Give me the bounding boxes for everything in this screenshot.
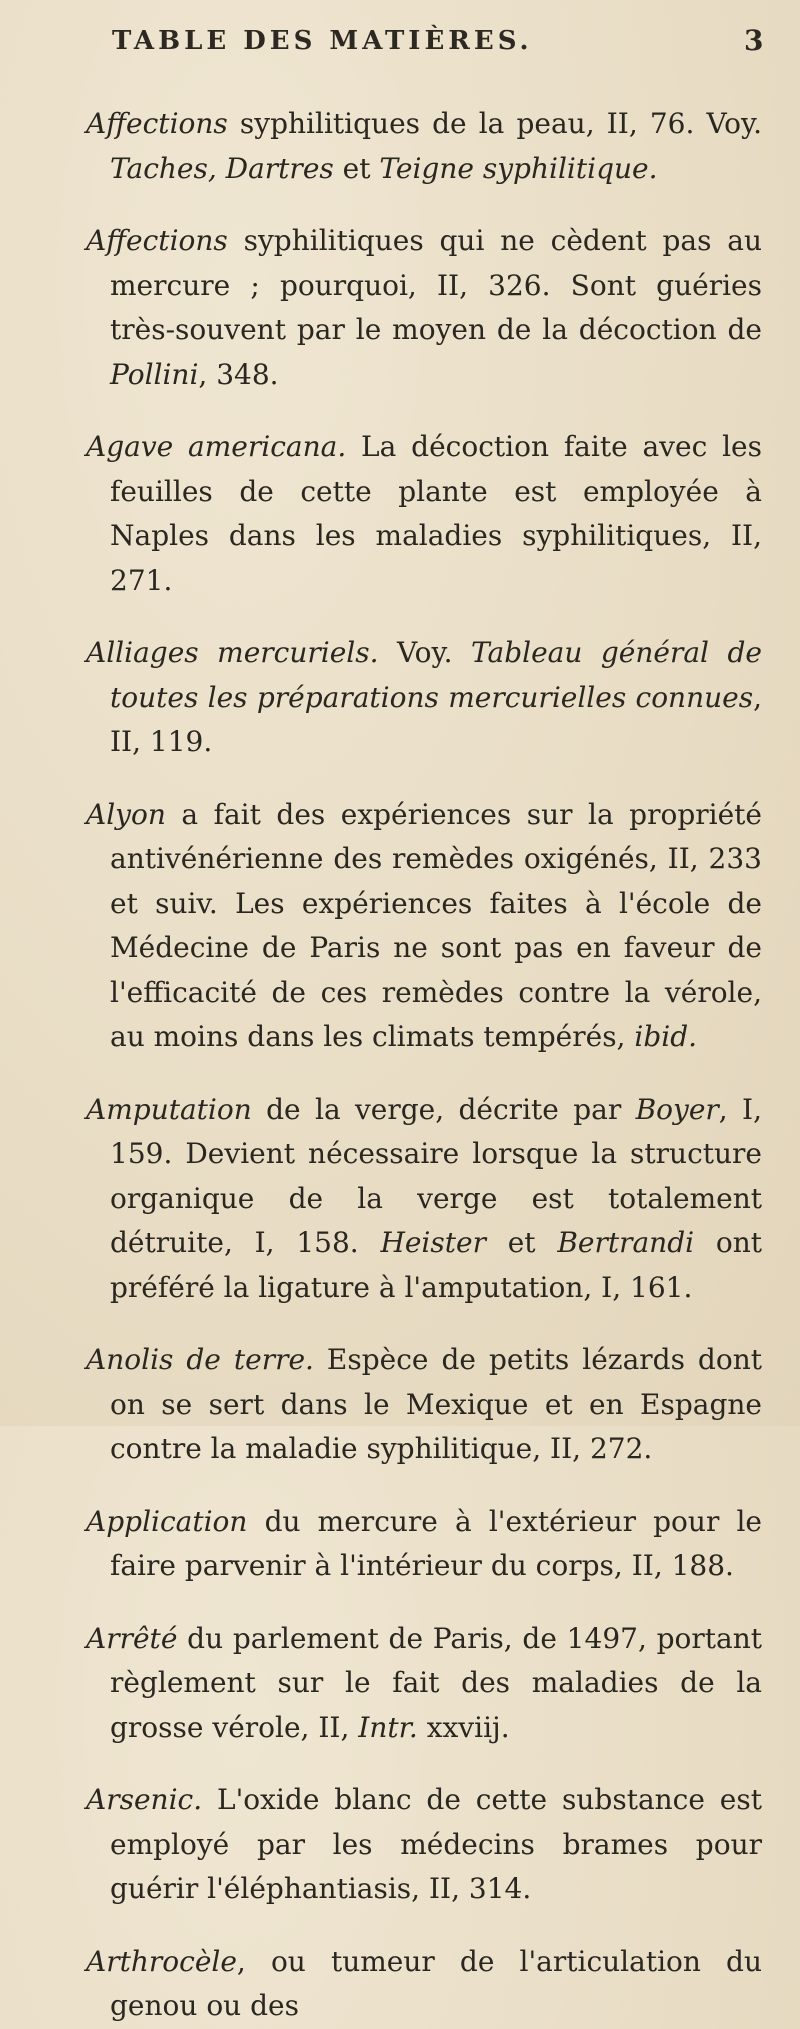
entry-reference: Heister	[380, 1226, 486, 1259]
entry-reference: Teigne syphilitique.	[379, 151, 658, 185]
entry-text: , I, 159. Devient nécessaire lorsque la structure organique de la verge est totalement détruite, I, 158.	[110, 1092, 762, 1259]
entry-reference: Taches, Dartres	[110, 151, 334, 185]
entry-text: , ou tumeur de l'articulation du genou ou des	[110, 1944, 762, 2022]
entry-text: du mercure à l'extérieur pour le faire parvenir à l'intérieur du corps, II, 188.	[110, 1504, 762, 1582]
index-entry	[86, 1617, 762, 1751]
entry-text: de la verge, décrite par	[251, 1092, 636, 1126]
entry-text: du parlement de Paris, de 1497, portant règlement sur le fait des maladies de la grosse vérole, II,	[110, 1621, 762, 1744]
entry-text: syphilitiques qui ne cèdent pas au mercure ; pourquoi, II, 326. Sont guéries très-souvent par le moyen de la décoction de	[110, 224, 762, 346]
index-entry	[86, 1338, 762, 1472]
entry-reference: ibid.	[634, 1020, 698, 1053]
index-entries	[0, 74, 800, 2029]
page-number: 3	[744, 24, 764, 57]
entry-text: et	[333, 151, 380, 185]
index-entry	[86, 1500, 762, 1589]
running-title: TABLE DES MATIÈRES.	[112, 26, 533, 56]
page-header	[0, 26, 800, 66]
entry-headword: Arsenic.	[86, 1783, 203, 1816]
entry-text: Espèce de petits lézards dont on se sert dans le Mexique et en Espagne contre la maladie syphilitique, II, 272.	[110, 1343, 762, 1465]
entry-headword: Alyon	[86, 797, 166, 831]
entry-text: a fait des expériences sur la propriété antivénérienne des remèdes oxigénés, II, 233 et suiv. Les expériences faites à l'école de Médecine de Paris ne sont pas en faveur de l'efficacité de ces remèdes contre la vérole, au moins dans les climats tempérés,	[110, 797, 762, 1053]
entry-reference: Tableau général de toutes les préparations mercurielles connues	[110, 636, 763, 714]
index-entry	[86, 219, 762, 397]
entry-headword: Arthrocèle	[86, 1944, 237, 1978]
index-entry	[86, 102, 762, 191]
entry-text: Voy.	[378, 636, 472, 669]
entry-headword: Amputation	[86, 1092, 252, 1126]
entry-headword: Anolis de terre.	[86, 1343, 314, 1376]
entry-headword: Affections	[86, 107, 228, 140]
entry-reference: Intr.	[358, 1710, 418, 1744]
entry-headword: Application	[86, 1504, 248, 1538]
entry-reference: Boyer	[635, 1092, 719, 1126]
entry-headword: Agave americana.	[86, 430, 347, 463]
entry-text: , II, 119.	[110, 680, 762, 758]
entry-headword: Arrêté	[86, 1621, 178, 1655]
index-entry	[86, 425, 762, 603]
entry-text: La décoction faite avec les feuilles de cette plante est employée à Naples dans les maladies syphilitiques, II, 271.	[110, 430, 762, 597]
entry-reference: Bertrandi	[557, 1226, 695, 1259]
entry-reference: Pollini	[110, 357, 199, 391]
entry-text: syphilitiques de la peau, II, 76. Voy.	[227, 107, 762, 140]
entry-text: ont préféré la ligature à l'amputation, I, 161.	[110, 1226, 762, 1304]
entry-text: L'oxide blanc de cette substance est employé par les médecins brames pour guérir l'éléphantiasis, II, 314.	[110, 1783, 762, 1905]
entry-text: et	[485, 1226, 558, 1259]
entry-headword: Alliages mercuriels.	[86, 636, 379, 669]
index-entry	[86, 1088, 762, 1311]
index-entry	[86, 631, 762, 765]
entry-text: xxviij.	[417, 1710, 510, 1744]
entry-text: , 348.	[198, 357, 279, 391]
index-entry	[86, 793, 762, 1060]
entry-headword: Affections	[86, 224, 228, 257]
index-entry	[86, 1778, 762, 1912]
index-entry	[86, 1940, 762, 2029]
